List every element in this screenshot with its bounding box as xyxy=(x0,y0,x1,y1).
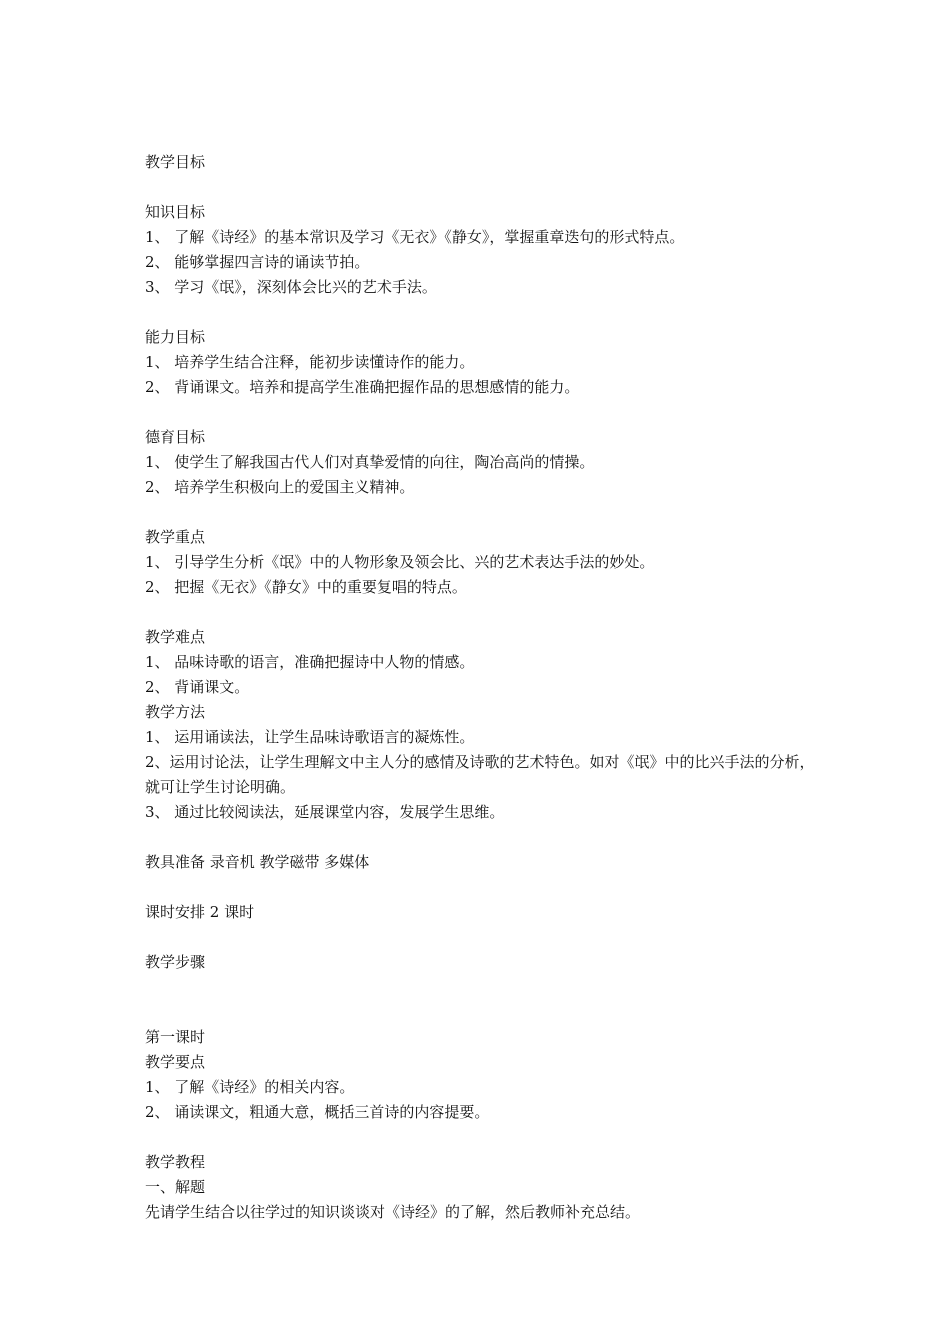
list-item: 2、运用讨论法，让学生理解文中主人分的感情及诗歌的艺术特色。如对《氓》中的比兴手法的分析，就可让学生讨论明确。 xyxy=(145,753,815,796)
list-item: 2、 背诵课文。培养和提高学生准确把握作品的思想感情的能力。 xyxy=(145,378,580,396)
list-item: 2、 把握《无衣》《静女》中的重要复唱的特点。 xyxy=(145,578,467,596)
spacer xyxy=(145,600,825,625)
list-item: 2、 培养学生积极向上的爱国主义精神。 xyxy=(145,478,415,496)
spacer xyxy=(145,875,825,900)
teaching-tools: 教具准备 录音机 教学磁带 多媒体 xyxy=(145,853,370,871)
list-item: 3、 通过比较阅读法，延展课堂内容，发展学生思维。 xyxy=(145,803,505,821)
list-item: 2、 诵读课文，粗通大意，概括三首诗的内容提要。 xyxy=(145,1103,490,1121)
list-item: 1、 品味诗歌的语言，准确把握诗中人物的情感。 xyxy=(145,653,475,671)
spacer xyxy=(145,925,825,950)
list-item: 3、 学习《氓》，深刻体会比兴的艺术手法。 xyxy=(145,278,437,296)
process-section-title: 一、解题 xyxy=(145,1178,206,1196)
subheading-moral-goals: 德育目标 xyxy=(145,428,206,446)
list-item: 1、 使学生了解我国古代人们对真挚爱情的向往，陶冶高尚的情操。 xyxy=(145,453,595,471)
section-heading-teaching-goals: 教学目标 xyxy=(145,153,206,171)
list-item: 1、 了解《诗经》的相关内容。 xyxy=(145,1078,355,1096)
subheading-knowledge-goals: 知识目标 xyxy=(145,203,206,221)
subheading-process: 教学教程 xyxy=(145,1153,206,1171)
subheading-difficulties: 教学难点 xyxy=(145,628,206,646)
subheading-key-points: 教学重点 xyxy=(145,528,206,546)
spacer xyxy=(145,1000,825,1025)
list-item: 1、 培养学生结合注释，能初步读懂诗作的能力。 xyxy=(145,353,475,371)
list-item: 2、 能够掌握四言诗的诵读节拍。 xyxy=(145,253,370,271)
spacer xyxy=(145,500,825,525)
spacer xyxy=(145,175,825,200)
lesson-one-title: 第一课时 xyxy=(145,1028,206,1046)
list-item: 1、 了解《诗经》的基本常识及学习《无衣》《静女》，掌握重章迭句的形式特点。 xyxy=(145,228,685,246)
document-page xyxy=(145,150,825,1225)
process-paragraph: 先请学生结合以往学过的知识谈谈对《诗经》的了解，然后教师补充总结。 xyxy=(145,1203,641,1221)
subheading-methods: 教学方法 xyxy=(145,703,206,721)
list-item: 1、 引导学生分析《氓》中的人物形象及领会比、兴的艺术表达手法的妙处。 xyxy=(145,553,655,571)
spacer xyxy=(145,400,825,425)
spacer xyxy=(145,1125,825,1150)
list-item: 2、 背诵课文。 xyxy=(145,678,250,696)
subheading-lesson-points: 教学要点 xyxy=(145,1053,206,1071)
subheading-ability-goals: 能力目标 xyxy=(145,328,206,346)
subheading-steps: 教学步骤 xyxy=(145,953,206,971)
spacer xyxy=(145,825,825,850)
lesson-schedule: 课时安排 2 课时 xyxy=(145,903,255,921)
spacer xyxy=(145,300,825,325)
list-item: 1、 运用诵读法，让学生品味诗歌语言的凝炼性。 xyxy=(145,728,475,746)
spacer xyxy=(145,975,825,1000)
